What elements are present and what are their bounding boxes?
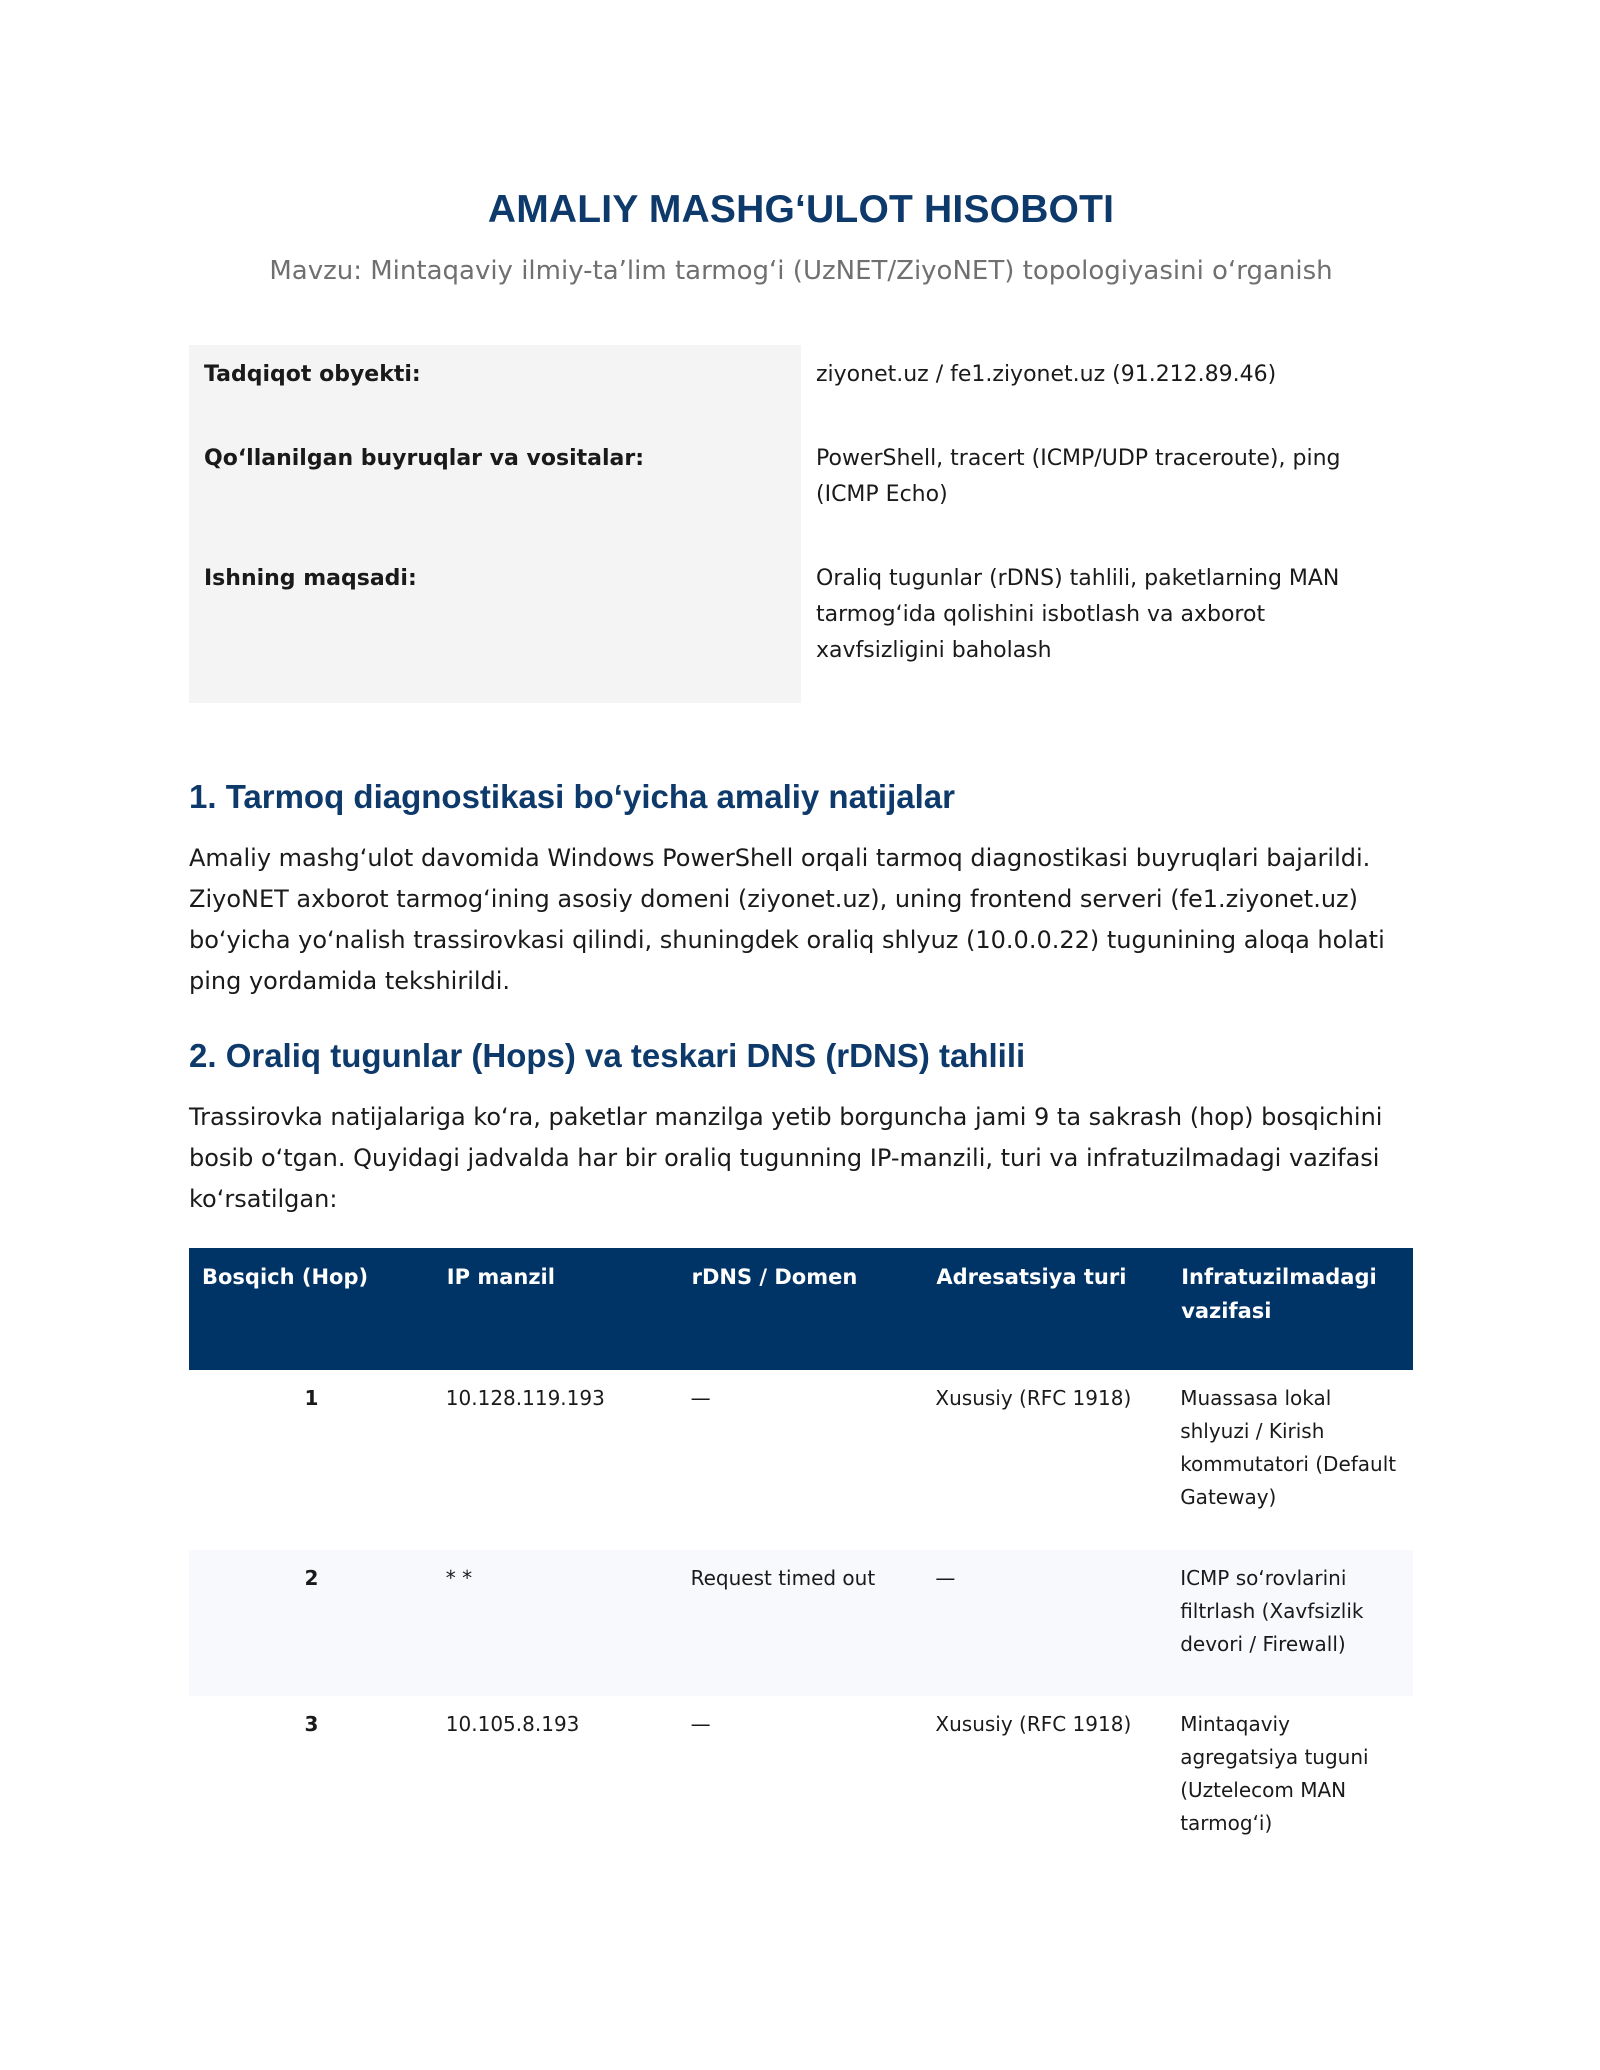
hop-rdns: Request timed out bbox=[690, 1566, 876, 1590]
document-title: AMALIY MASHG‘ULOT HISOBOTI bbox=[487, 188, 1115, 231]
document-subtitle: Mavzu: Mintaqaviy ilmiy-ta’lim tarmog‘i (UzNET/ZiyoNET) topologiyasini o‘rganish bbox=[269, 256, 1333, 286]
hop-number: 1 bbox=[304, 1386, 319, 1410]
hop-role: ICMP so‘rovlarini filtrlash (Xavfsizlik devori / Firewall) bbox=[1180, 1566, 1364, 1656]
column-header-rdns: rDNS / Domen bbox=[691, 1265, 858, 1289]
hops-table bbox=[189, 1248, 1413, 1876]
hop-role: Mintaqaviy agregatsiya tuguni (Uztelecom MAN tarmog‘i) bbox=[1180, 1712, 1369, 1835]
info-row bbox=[189, 429, 1413, 549]
hop-address-type: Xususiy (RFC 1918) bbox=[935, 1712, 1132, 1736]
info-value: ziyonet.uz / fe1.ziyonet.uz (91.212.89.46) bbox=[816, 362, 1277, 387]
hop-address-type: Xususiy (RFC 1918) bbox=[935, 1386, 1132, 1410]
hop-ip: * * bbox=[445, 1566, 473, 1590]
info-value: PowerShell, tracert (ICMP/UDP traceroute), ping (ICMP Echo) bbox=[816, 446, 1341, 507]
info-row bbox=[189, 345, 1413, 429]
hop-role: Muassasa lokal shlyuzi / Kirish kommutatori (Default Gateway) bbox=[1180, 1386, 1397, 1509]
info-key: Tadqiqot obyekti: bbox=[189, 345, 801, 429]
hop-rdns: — bbox=[690, 1712, 711, 1736]
hop-rdns: — bbox=[690, 1386, 711, 1410]
info-value: Oraliq tugunlar (rDNS) tahlili, paketlarning MAN tarmog‘ida qolishini isbotlash va axborot xavfsizligini baholash bbox=[816, 566, 1340, 663]
hop-number: 2 bbox=[304, 1566, 319, 1590]
section-2-heading: 2. Oraliq tugunlar (Hops) va teskari DNS (rDNS) tahlili bbox=[189, 1037, 1026, 1074]
table-row bbox=[189, 1370, 1413, 1550]
info-key: Ishning maqsadi: bbox=[189, 549, 801, 703]
column-header-hop: Bosqich (Hop) bbox=[202, 1265, 369, 1289]
hop-ip: 10.128.119.193 bbox=[445, 1386, 605, 1410]
info-table bbox=[189, 345, 1413, 703]
column-header-role: Infratuzilmadagi vazifasi bbox=[1181, 1265, 1377, 1323]
section-1-paragraph: Amaliy mashg‘ulot davomida Windows PowerShell orqali tarmoq diagnostikasi buyruqlari bajarildi. ZiyoNET axborot tarmog‘ining asosiy domeni (ziyonet.uz), uning frontend serveri (fe1.ziyonet.uz) bo‘yicha yo‘nalish trassirovkasi qilindi, shuningdek oraliq shlyuz (10.0.0.22) tugunining aloqa holati ping yordamida tekshirildi. bbox=[189, 844, 1385, 995]
section-1-heading: 1. Tarmoq diagnostikasi bo‘yicha amaliy natijalar bbox=[189, 778, 955, 815]
table-row bbox=[189, 1550, 1413, 1696]
column-header-address-type: Adresatsiya turi bbox=[936, 1265, 1127, 1289]
info-row bbox=[189, 549, 1413, 703]
table-header-row bbox=[189, 1248, 1413, 1370]
hop-address-type: — bbox=[935, 1566, 956, 1590]
section-2-paragraph: Trassirovka natijalariga ko‘ra, paketlar manzilga yetib borguncha jami 9 ta sakrash (hop) bosqichini bosib o‘tgan. Quyidagi jadvalda har bir oraliq tugunning IP-manzili, turi va infratuzilmadagi vazifasi ko‘rsatilgan: bbox=[189, 1103, 1383, 1213]
table-row bbox=[189, 1696, 1413, 1876]
hop-ip: 10.105.8.193 bbox=[445, 1712, 580, 1736]
column-header-ip: IP manzil bbox=[446, 1265, 555, 1289]
hop-number: 3 bbox=[304, 1712, 319, 1736]
info-key: Qo‘llanilgan buyruqlar va vositalar: bbox=[189, 429, 801, 549]
